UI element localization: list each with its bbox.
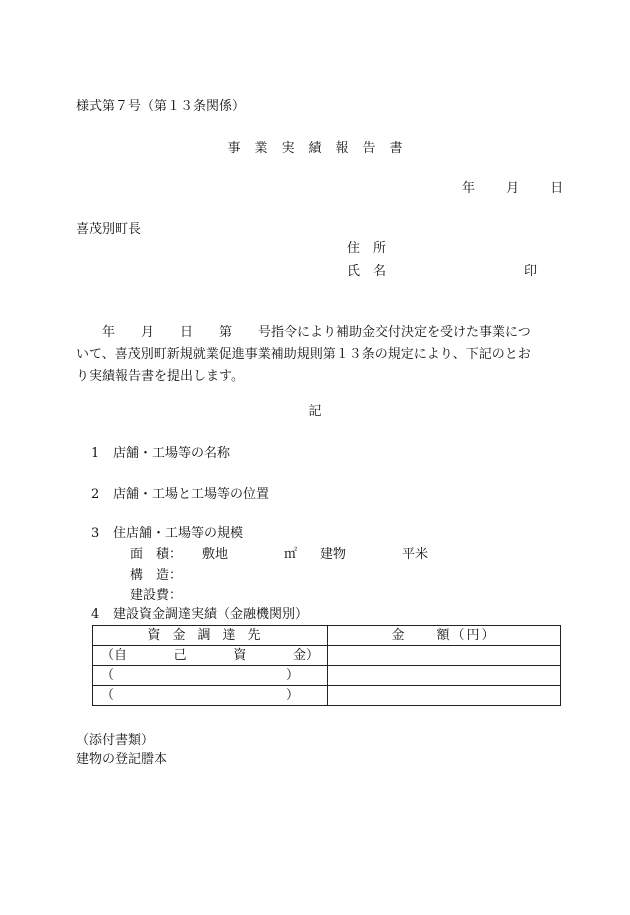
attachment-item: 建物の登記謄本 <box>76 752 168 767</box>
source-3-open: （ <box>101 688 115 703</box>
amount-cell-2[interactable] <box>328 666 561 686</box>
scale-cost-row: 建設費： <box>130 588 183 603</box>
own-funds-b: 資 <box>233 648 247 663</box>
item-4 <box>91 607 308 623</box>
amount-cell-3[interactable] <box>328 686 561 706</box>
item-3-label: 住店舗・工場等の規模 <box>113 526 244 541</box>
name-label: 氏 名 <box>347 264 387 279</box>
body-line-2: いて、喜茂別町新規就業促進事業補助規則第１３条の規定により、下記のとお <box>76 347 531 362</box>
own-funds-open: （自 <box>101 648 128 663</box>
source-2-close: ） <box>285 668 299 683</box>
scale-structure-row: 構 造： <box>130 568 183 583</box>
body-text <box>76 322 566 388</box>
seal-mark: 印 <box>524 264 538 279</box>
document-title: 事業実績報告書 <box>227 141 417 156</box>
table-row <box>93 686 561 706</box>
scale-area-row <box>130 547 428 563</box>
body-line-3: り実績報告書を提出します。 <box>76 369 244 384</box>
item-4-label: 建設資金調達実績（金融機関別） <box>113 607 309 622</box>
item-1-label: 店舗・工場等の名称 <box>113 446 231 461</box>
attachments-heading: （添付書類） <box>76 733 155 748</box>
date-row <box>462 181 563 197</box>
land-label: 敷地 <box>202 547 229 562</box>
header-amount: 金 額（円） <box>328 626 561 646</box>
item-2 <box>91 487 269 503</box>
ki-heading: 記 <box>308 404 322 419</box>
date-day: 日 <box>550 181 564 196</box>
item-4-number: 4 <box>91 607 100 622</box>
fund-table <box>92 625 561 706</box>
heibei-unit: 平米 <box>402 547 429 562</box>
table-row <box>93 646 561 666</box>
amount-cell-own-funds[interactable] <box>328 646 561 666</box>
square-meter-unit: ㎡ <box>284 547 298 562</box>
area-label: 面 積： <box>130 547 183 562</box>
source-cell-own-funds[interactable] <box>93 646 328 666</box>
body-line-1: 年 月 日 第 号指令により補助金交付決定を受けた事業につ <box>76 325 531 340</box>
form-number: 様式第７号（第１３条関係） <box>76 99 246 114</box>
item-1 <box>91 446 230 462</box>
item-1-number: 1 <box>91 446 100 461</box>
table-row <box>93 666 561 686</box>
item-3-number: 3 <box>91 526 100 541</box>
date-month: 月 <box>506 181 520 196</box>
own-funds-close: 金） <box>292 648 319 663</box>
address-label: 住 所 <box>347 241 387 256</box>
item-2-label: 店舗・工場と工場等の位置 <box>113 487 270 502</box>
addressee: 喜茂別町長 <box>76 222 142 237</box>
fund-table-header <box>93 626 561 646</box>
item-3 <box>91 526 243 542</box>
source-3-close: ） <box>285 688 299 703</box>
source-2-open: （ <box>101 668 115 683</box>
building-label: 建物 <box>320 547 347 562</box>
own-funds-a: 己 <box>173 648 187 663</box>
header-source: 資金調達先 <box>93 626 328 646</box>
item-2-number: 2 <box>91 487 100 502</box>
date-year: 年 <box>462 181 476 196</box>
source-cell-2[interactable] <box>93 666 328 686</box>
source-cell-3[interactable] <box>93 686 328 706</box>
